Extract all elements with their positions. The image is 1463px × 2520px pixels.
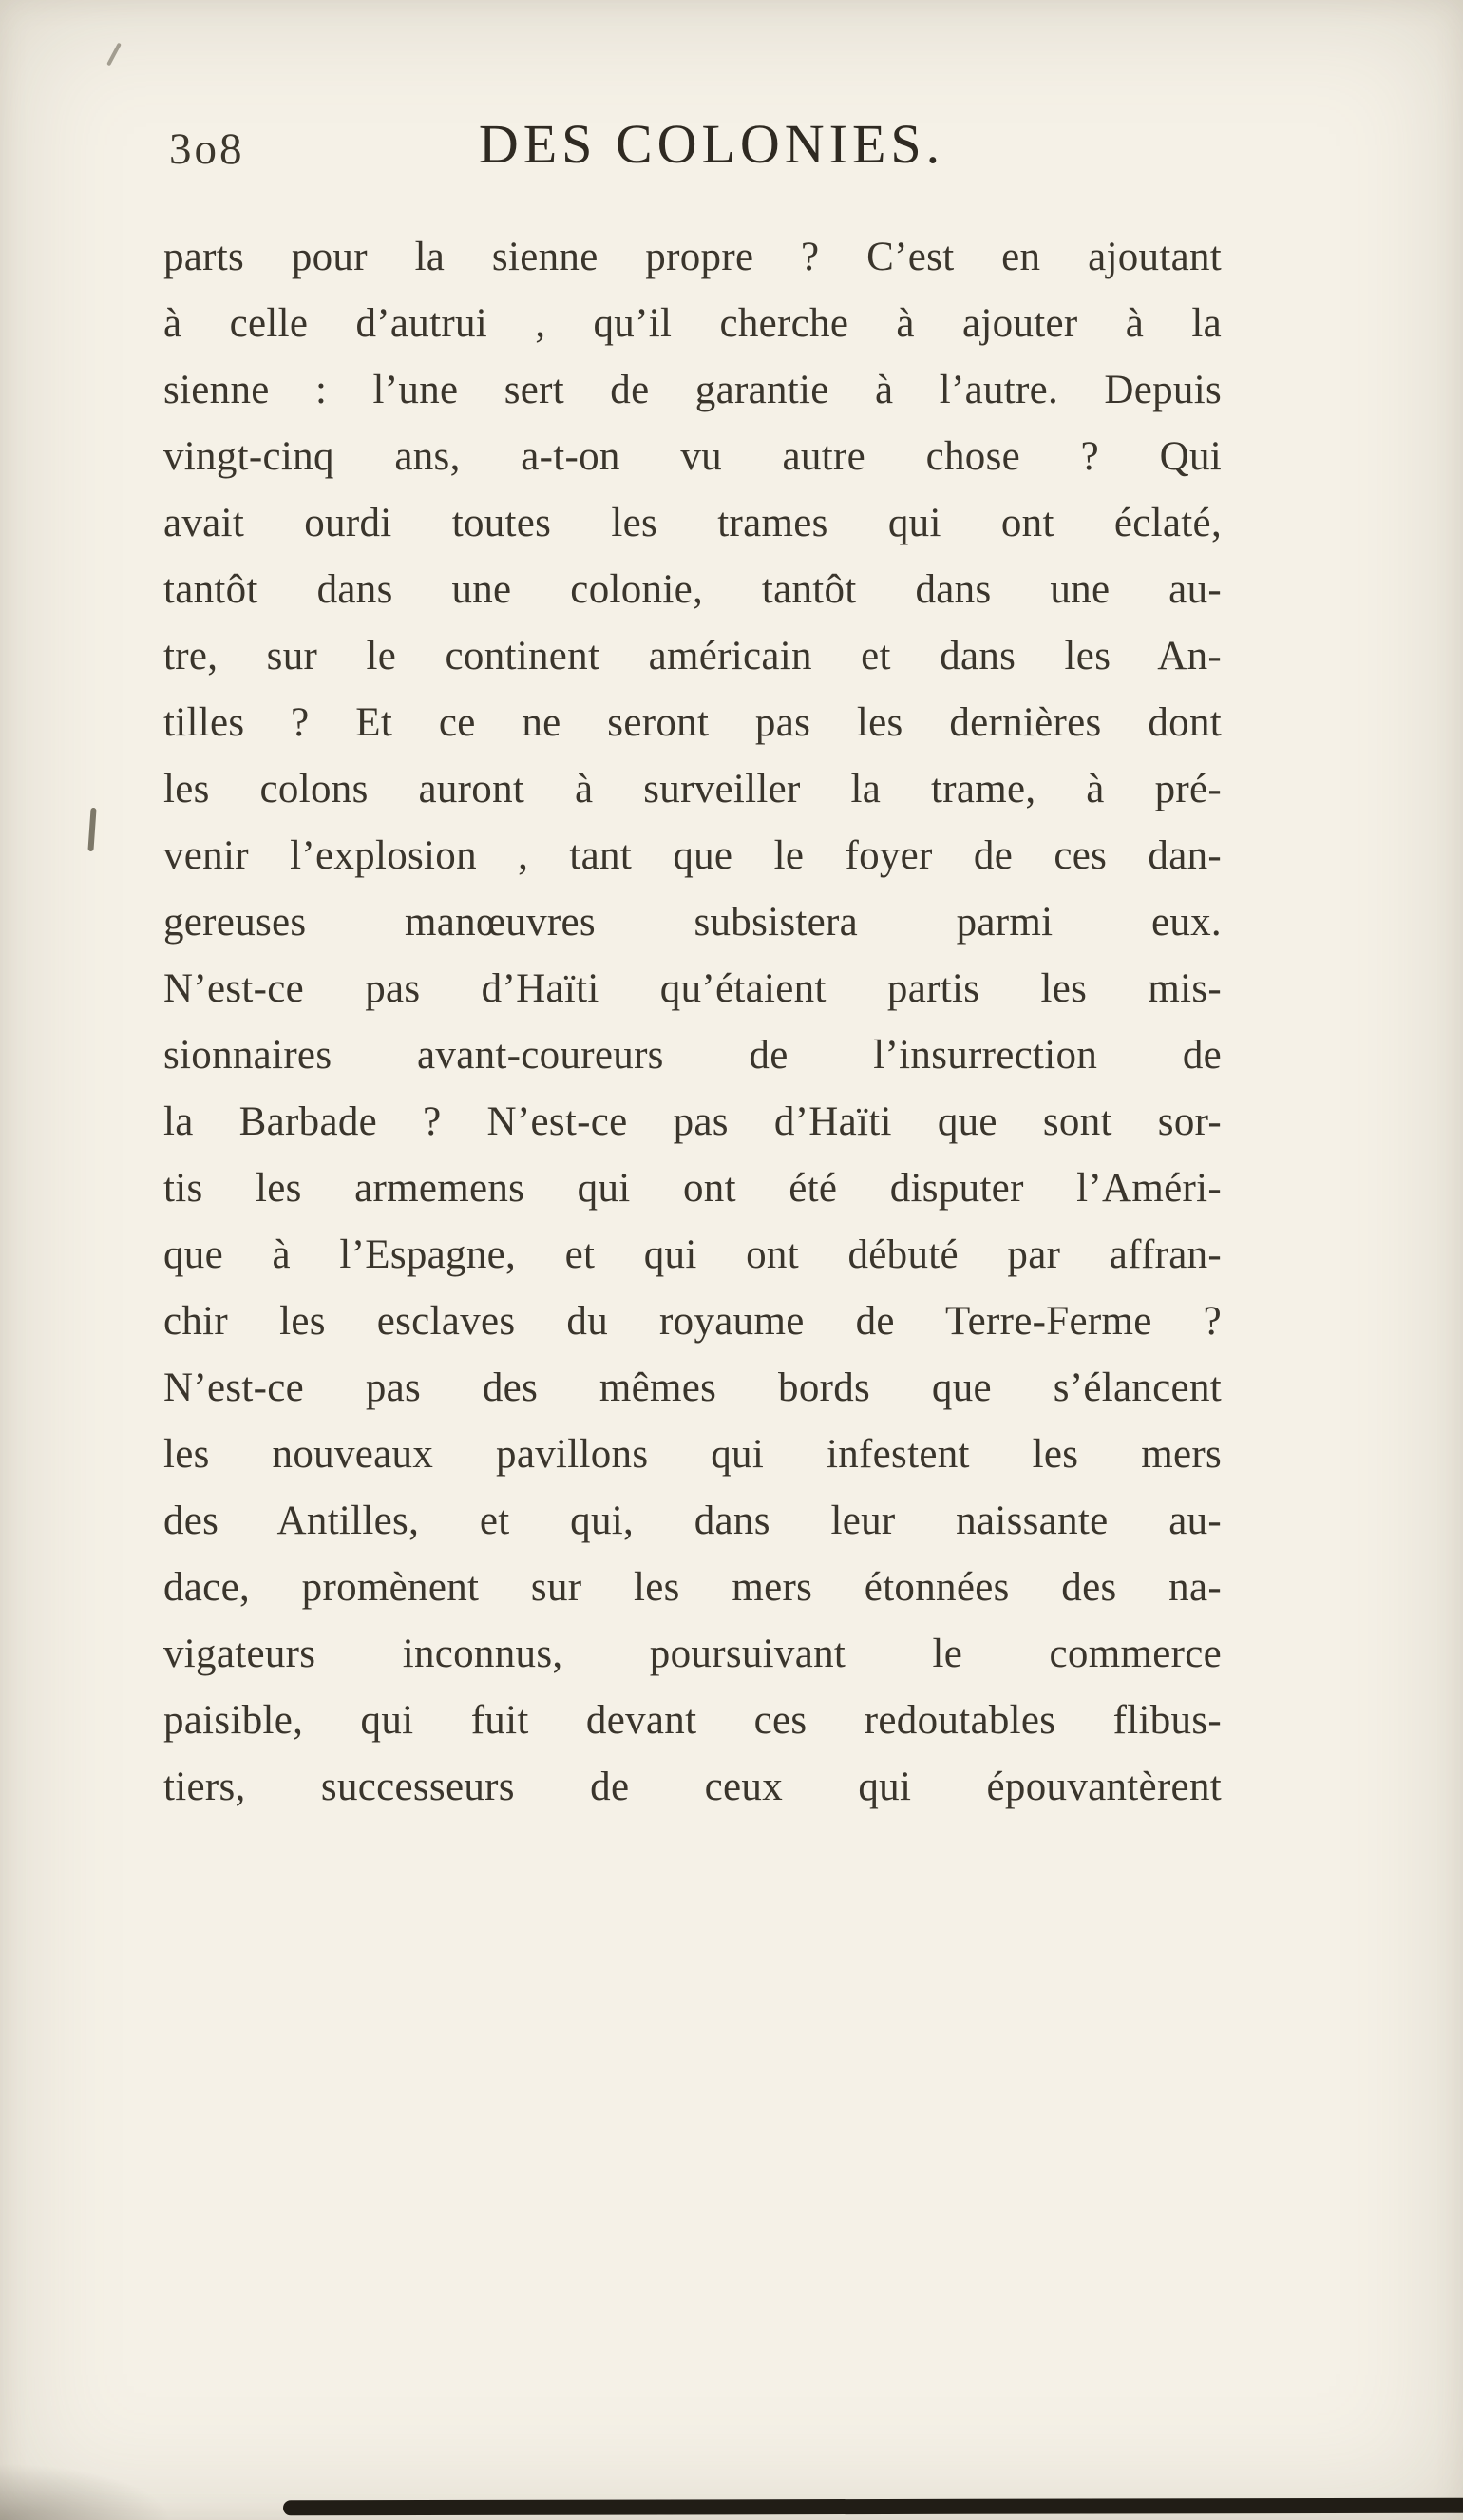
running-head bbox=[163, 112, 1222, 188]
running-title: DES COLONIES. bbox=[478, 113, 945, 175]
text-line: sionnaires avant-coureurs de l’insurrection de bbox=[163, 1033, 1222, 1078]
text-line: vingt-cinq ans, a-t-on vu autre chose ? Qui bbox=[163, 434, 1222, 479]
text-line: N’est-ce pas d’Haïti qu’étaient partis les mis- bbox=[163, 966, 1222, 1011]
text-line: sienne : l’une sert de garantie à l’autre. Depuis bbox=[163, 368, 1222, 412]
text-line: vigateurs inconnus, poursuivant le commerce bbox=[163, 1632, 1222, 1676]
text-line: N’est-ce pas des mêmes bords que s’élancent bbox=[163, 1365, 1222, 1410]
scan-speck-icon bbox=[106, 43, 122, 67]
text-line: tilles ? Et ce ne seront pas les dernières dont bbox=[163, 700, 1222, 745]
scan-edge-bar bbox=[283, 2498, 1463, 2516]
text-line: parts pour la sienne propre ? C’est en ajoutant bbox=[163, 235, 1222, 279]
text-line: à celle d’autrui , qu’il cherche à ajouter à la bbox=[163, 301, 1222, 346]
page-corner-shadow bbox=[0, 2463, 171, 2520]
text-line: des Antilles, et qui, dans leur naissante au- bbox=[163, 1499, 1222, 1543]
page-number: 3o8 bbox=[169, 124, 245, 174]
margin-mark-icon bbox=[87, 808, 96, 851]
text-line: gereuses manœuvres subsistera parmi eux. bbox=[163, 900, 1222, 945]
body-text bbox=[163, 224, 1222, 1821]
text-line: tantôt dans une colonie, tantôt dans une au- bbox=[163, 567, 1222, 612]
text-line: que à l’Espagne, et qui ont débuté par affran- bbox=[163, 1232, 1222, 1277]
text-line: les colons auront à surveiller la trame, à pré- bbox=[163, 767, 1222, 811]
text-line: dace, promènent sur les mers étonnées des na- bbox=[163, 1565, 1222, 1610]
text-line: venir l’explosion , tant que le foyer de ces dan- bbox=[163, 833, 1222, 878]
text-line: tis les armemens qui ont été disputer l’Améri- bbox=[163, 1166, 1222, 1211]
text-line: paisible, qui fuit devant ces redoutables flibus- bbox=[163, 1698, 1222, 1743]
text-line: avait ourdi toutes les trames qui ont éclaté, bbox=[163, 501, 1222, 545]
text-line: tre, sur le continent américain et dans les An- bbox=[163, 634, 1222, 678]
text-line: la Barbade ? N’est-ce pas d’Haïti que sont sor- bbox=[163, 1099, 1222, 1144]
text-line: chir les esclaves du royaume de Terre-Ferme ? bbox=[163, 1299, 1222, 1344]
text-line: les nouveaux pavillons qui infestent les mers bbox=[163, 1432, 1222, 1477]
text-line: tiers, successeurs de ceux qui épouvantèrent bbox=[163, 1765, 1222, 1809]
